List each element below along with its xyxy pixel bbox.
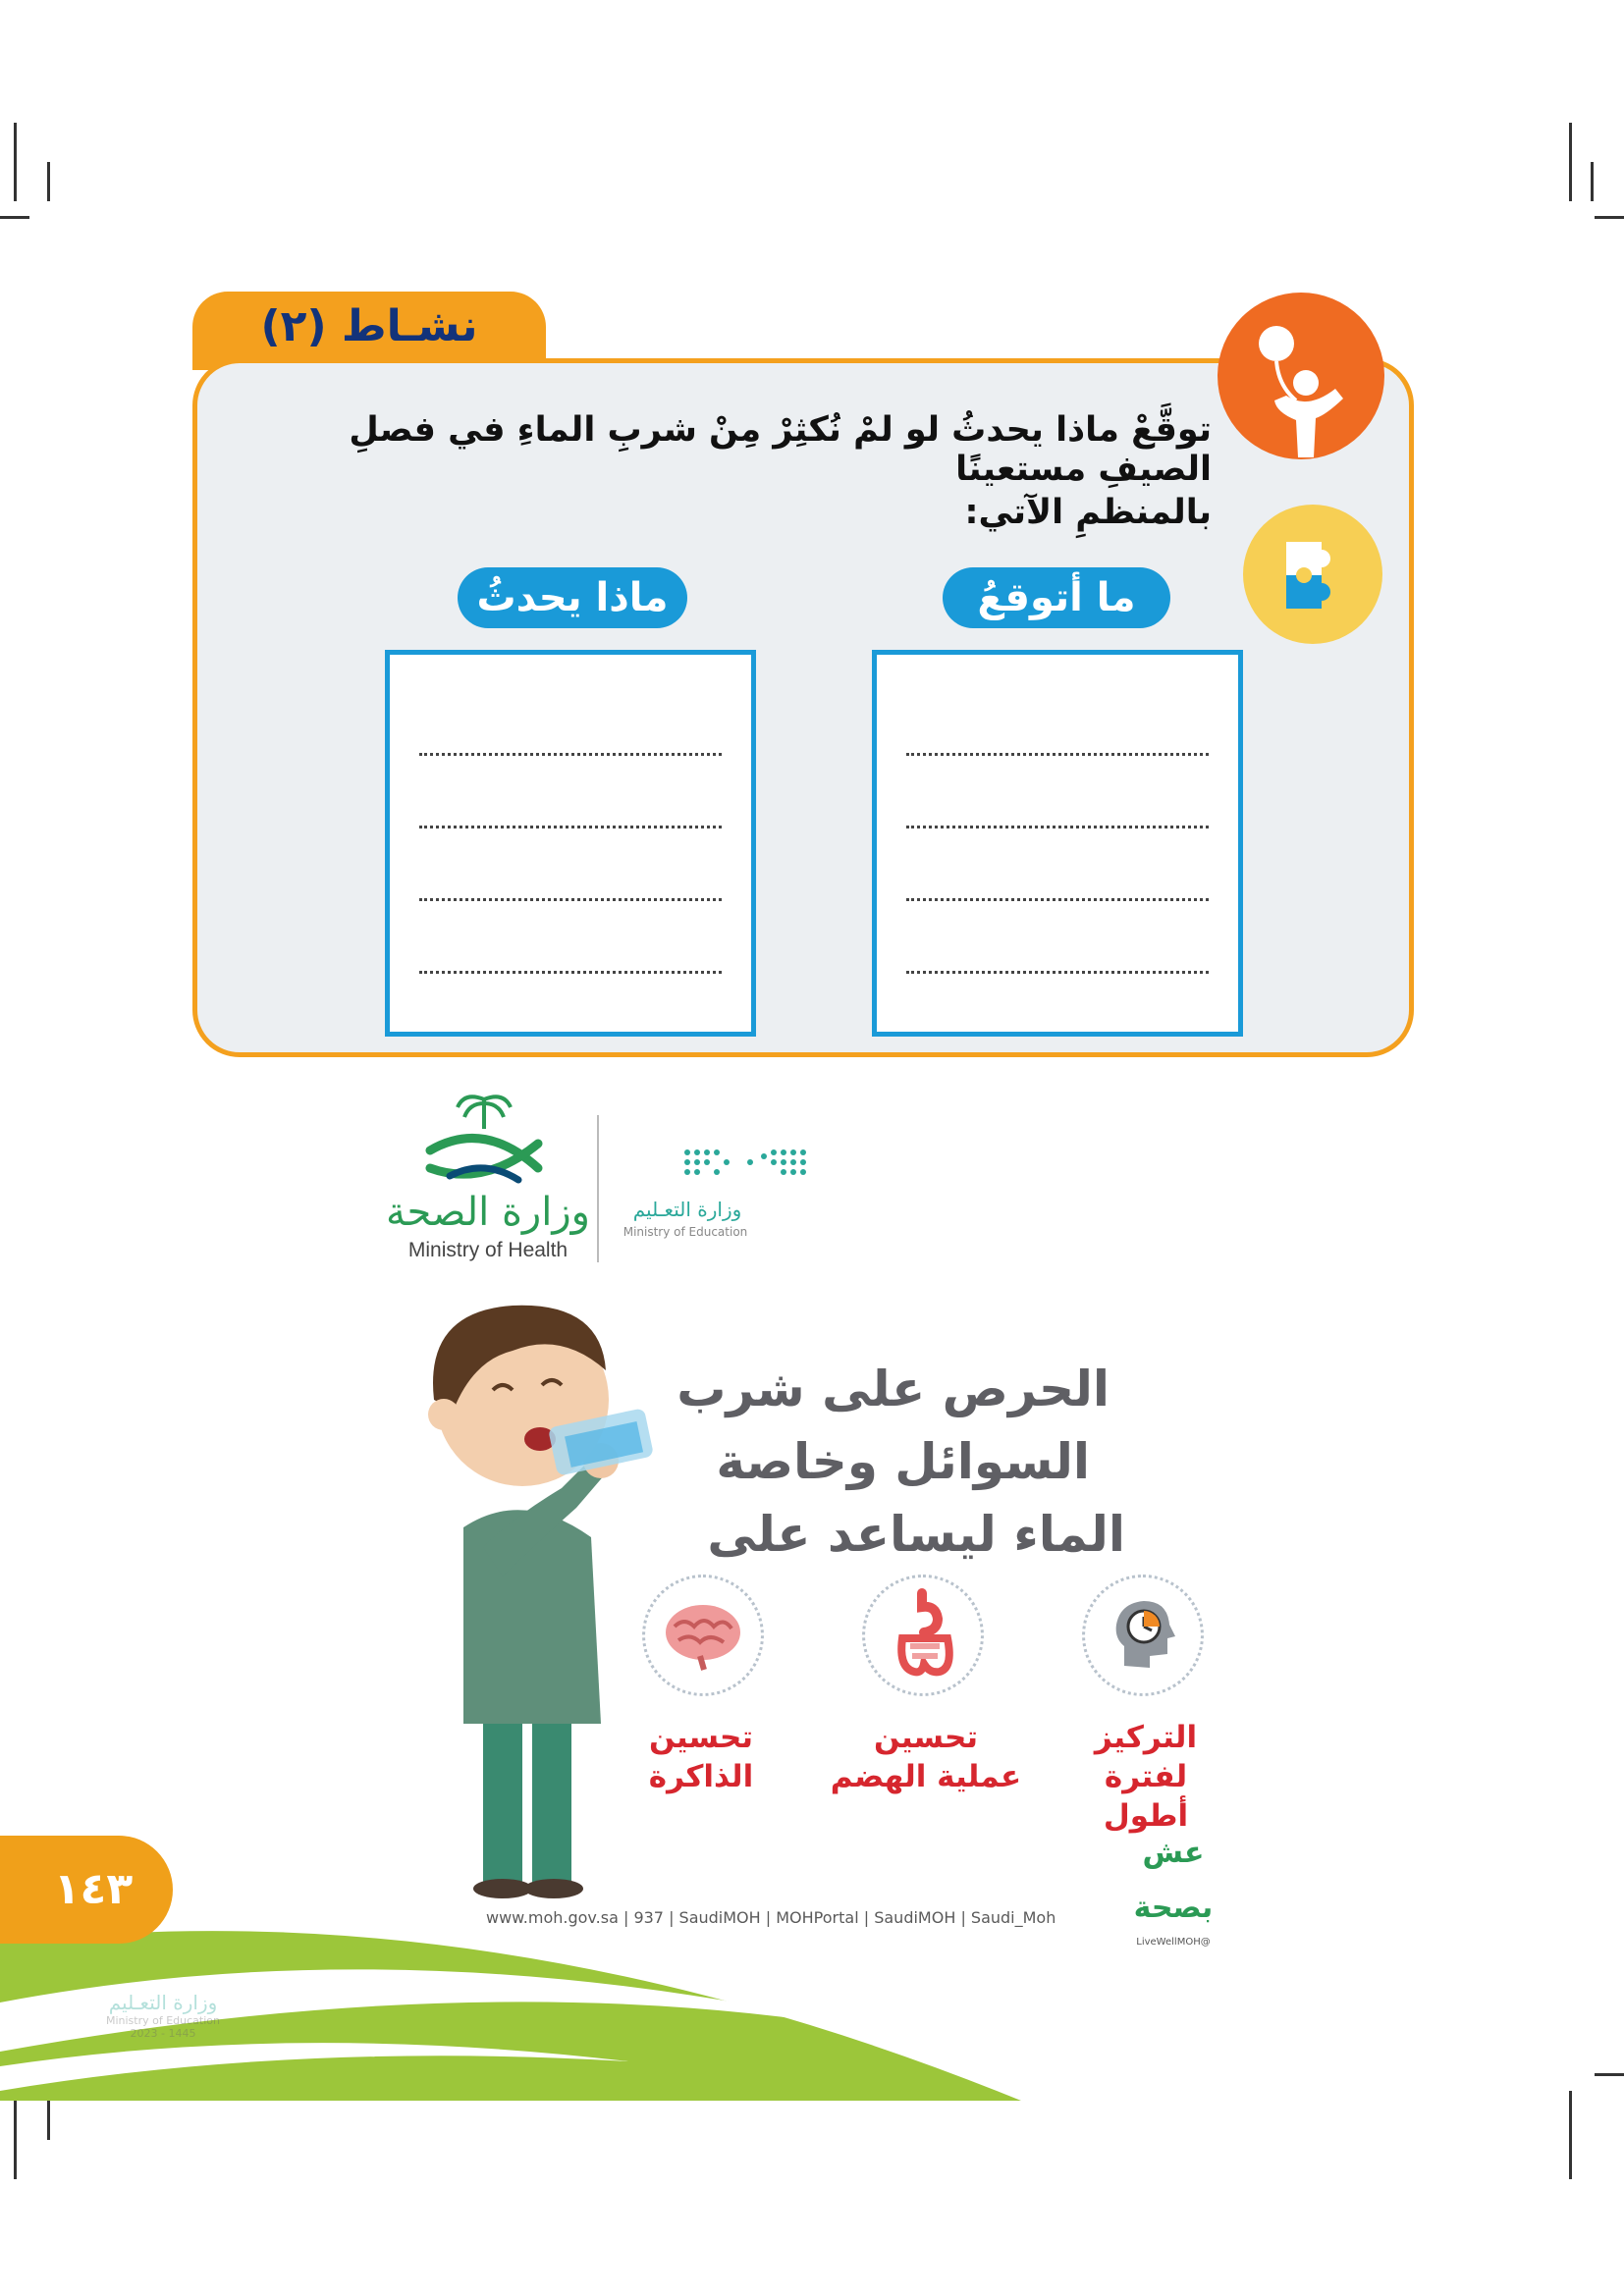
website-link[interactable]: www.moh.gov.sa — [486, 1908, 619, 1927]
moe-logo-en: Ministry of Education — [623, 1225, 748, 1239]
answer-line[interactable] — [419, 753, 722, 756]
watermark-line2: Ministry of Education — [105, 2014, 220, 2027]
moh-logo-en: Ministry of Health — [407, 1239, 568, 1261]
crop-mark — [1595, 2073, 1624, 2076]
activity-person-icon — [1218, 293, 1384, 459]
benefit-label-focus-line2: لفترة أطول — [1103, 1759, 1189, 1834]
twitter-handle[interactable]: SaudiMOH — [678, 1908, 761, 1927]
answer-line[interactable] — [906, 826, 1209, 828]
watermark-line1: وزارة التعـليم — [108, 1991, 218, 2014]
poster-footer-links: www.moh.gov.sa | 937 | SaudiMOH | MOHPortal | SaudiMOH | Saudi_Moh — [486, 1908, 1056, 1927]
answer-line[interactable] — [419, 898, 722, 901]
benefit-label-digestion-line2: عملية الهضم — [830, 1759, 1022, 1794]
instagram-handle[interactable]: SaudiMOH — [874, 1908, 956, 1927]
poster-headline-line2: السوائل وخاصة — [716, 1433, 1090, 1490]
poster-headline-line1: الحرص على شرب — [677, 1361, 1110, 1417]
crop-mark — [1595, 216, 1624, 219]
brain-icon — [642, 1575, 764, 1696]
crop-mark — [14, 123, 17, 201]
answer-box-expect — [872, 650, 1243, 1037]
crop-mark — [47, 162, 50, 201]
activity-instruction-continued: بالمنظمِ الآتي: — [964, 493, 1212, 532]
watermark-line3: 2023 - 1445 — [130, 2027, 196, 2040]
answer-line[interactable] — [906, 753, 1209, 756]
activity-instruction: توقَّعْ ماذا يحدثُ لو لمْ نُكثِرْ مِنْ شربِ الماءِ في فصلِ الصيفِ مستعينًا — [349, 410, 1212, 489]
answer-line[interactable] — [419, 971, 722, 974]
column-header-happen: ماذا يحدثُ — [458, 567, 687, 628]
puzzle-icon — [1243, 505, 1382, 644]
answer-line[interactable] — [419, 826, 722, 828]
campaign-handle: @LiveWellMOH — [1136, 1937, 1211, 1948]
benefit-label-memory-line1: تحسين — [648, 1720, 754, 1755]
benefit-label-focus-line1: التركيز — [1094, 1720, 1198, 1755]
column-header-expect: ما أتوقعُ — [943, 567, 1170, 628]
crop-mark — [1591, 162, 1594, 201]
poster-headline-line3: الماء ليساعد على — [707, 1506, 1125, 1563]
campaign-logo — [1119, 1826, 1227, 1948]
digestive-system-icon — [862, 1575, 984, 1696]
watermark-moe — [84, 1991, 242, 2040]
moe-dots-icon — [681, 1147, 809, 1186]
activity-title: نشـاط (٢) — [260, 301, 478, 351]
portal-handle[interactable]: MOHPortal — [776, 1908, 859, 1927]
logo-divider — [597, 1115, 599, 1262]
page-number: ١٤٣ — [53, 1864, 134, 1914]
benefit-label-memory — [640, 1718, 762, 1796]
crop-mark — [0, 216, 29, 219]
campaign-logo-text: عش بصحة — [1133, 1836, 1214, 1925]
benefit-label-digestion — [823, 1718, 1029, 1796]
snapchat-handle[interactable]: Saudi_Moh — [970, 1908, 1056, 1927]
benefit-label-focus — [1062, 1718, 1229, 1836]
benefit-label-memory-line2: الذاكرة — [648, 1759, 754, 1794]
moe-logo-ar: وزارة التعـليم — [632, 1198, 742, 1221]
clock-head-icon — [1082, 1575, 1204, 1696]
moh-emblem-icon — [410, 1090, 558, 1198]
answer-line[interactable] — [906, 898, 1209, 901]
phone-number: 937 — [633, 1908, 664, 1927]
crop-mark — [1569, 2091, 1572, 2179]
crop-mark — [1569, 123, 1572, 201]
answer-box-happen — [385, 650, 756, 1037]
answer-line[interactable] — [906, 971, 1209, 974]
moh-logo-ar: وزارة الصحة — [386, 1190, 590, 1235]
crop-mark — [14, 2091, 17, 2179]
benefit-label-digestion-line1: تحسين — [873, 1720, 979, 1755]
